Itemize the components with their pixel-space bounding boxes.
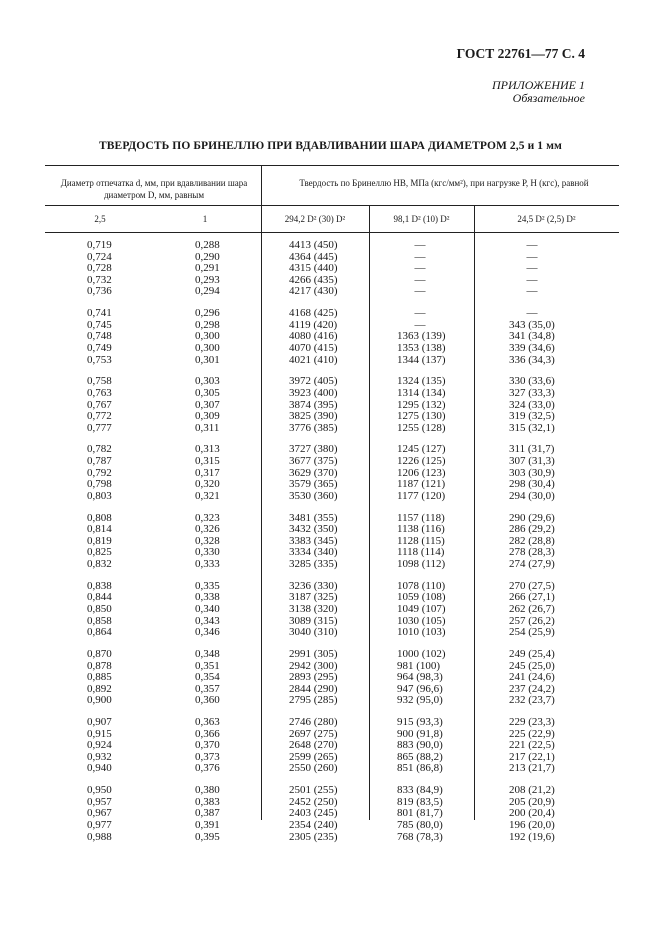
- cell-hb-10: 1353 (138): [397, 341, 446, 354]
- table-row: [45, 343, 619, 355]
- cell-hb-2-5: 237 (24,2): [509, 682, 555, 695]
- cell-d-1: 0,309: [195, 410, 220, 423]
- cell-hb-2-5: —: [526, 307, 538, 320]
- cell-hb-2-5: 278 (28,3): [509, 546, 555, 559]
- cell-hb-10: 1324 (135): [397, 375, 446, 388]
- table-row: [45, 820, 619, 832]
- cell-hb-30: 2501 (255): [289, 784, 338, 797]
- cell-d-1: 0,300: [195, 341, 220, 354]
- cell-hb-10: 1314 (134): [397, 386, 446, 399]
- cell-d-1: 0,387: [195, 807, 220, 820]
- cell-d-2-5: 0,745: [87, 318, 112, 331]
- cell-hb-2-5: 282 (28,8): [509, 534, 555, 547]
- sub-load-2: 98,1 D² (10) D²: [393, 214, 450, 224]
- cell-d-1: 0,317: [195, 466, 220, 479]
- cell-hb-10: 1157 (118): [397, 511, 445, 524]
- cell-d-1: 0,328: [195, 534, 220, 547]
- cell-hb-30: 3972 (405): [289, 375, 338, 388]
- cell-d-2-5: 0,878: [87, 659, 112, 672]
- cell-d-2-5: 0,858: [87, 614, 112, 627]
- cell-hb-30: 3383 (345): [289, 534, 338, 547]
- cell-hb-30: 2354 (240): [289, 819, 338, 832]
- cell-hb-2-5: 274 (27,9): [509, 558, 555, 570]
- cell-hb-30: 3874 (395): [289, 398, 338, 411]
- cell-d-1: 0,380: [195, 784, 220, 797]
- table-row: [45, 627, 619, 639]
- cell-d-2-5: 0,988: [87, 830, 112, 843]
- cell-d-1: 0,291: [195, 262, 220, 275]
- cell-hb-10: 947 (96,6): [397, 682, 443, 695]
- cell-d-1: 0,313: [195, 443, 220, 456]
- cell-d-1: 0,340: [195, 602, 220, 615]
- cell-hb-2-5: 330 (33,6): [509, 375, 555, 388]
- cell-d-1: 0,357: [195, 682, 220, 695]
- cell-hb-2-5: 341 (34,8): [509, 330, 555, 343]
- cell-hb-2-5: —: [526, 285, 538, 298]
- cell-hb-30: 3089 (315): [289, 614, 338, 627]
- cell-d-1: 0,294: [195, 285, 220, 298]
- cell-hb-2-5: 205 (20,9): [509, 795, 555, 808]
- cell-hb-10: 833 (84,9): [397, 784, 443, 797]
- cell-hb-30: 2648 (270): [289, 739, 338, 752]
- table-row: [45, 559, 619, 571]
- cell-hb-30: 4168 (425): [289, 307, 338, 320]
- cell-d-2-5: 0,719: [87, 239, 112, 251]
- table-row: [45, 491, 619, 503]
- cell-hb-10: 964 (98,3): [397, 671, 443, 684]
- cell-hb-2-5: 245 (25,0): [509, 659, 555, 672]
- cell-d-2-5: 0,728: [87, 262, 112, 275]
- cell-d-2-5: 0,885: [87, 671, 112, 684]
- cell-hb-30: 3236 (330): [289, 579, 338, 592]
- table-row: [45, 423, 619, 435]
- row-group: [45, 649, 619, 707]
- row-group: [45, 785, 619, 843]
- cell-d-1: 0,360: [195, 694, 220, 707]
- cell-hb-30: 3776 (385): [289, 421, 338, 434]
- table-row: [45, 832, 619, 844]
- cell-hb-10: 1010 (103): [397, 626, 446, 639]
- cell-d-1: 0,333: [195, 558, 220, 570]
- cell-d-2-5: 0,798: [87, 478, 112, 491]
- cell-hb-10: 1078 (110): [397, 579, 446, 592]
- cell-d-2-5: 0,763: [87, 386, 112, 399]
- cell-hb-10: 1030 (105): [397, 614, 446, 627]
- appendix-label-block: [492, 79, 585, 105]
- row-group: [45, 581, 619, 639]
- cell-d-1: 0,373: [195, 750, 220, 763]
- cell-hb-30: 3629 (370): [289, 466, 338, 479]
- cell-d-2-5: 0,957: [87, 795, 112, 808]
- cell-hb-10: 1049 (107): [397, 602, 446, 615]
- cell-hb-2-5: 336 (34,3): [509, 353, 555, 366]
- table-row: [45, 763, 619, 775]
- cell-d-1: 0,296: [195, 307, 220, 320]
- head-diameter: Диаметр отпечатка d, мм, при вдавливании шара диаметром D, мм, равным: [60, 178, 248, 200]
- cell-hb-10: 819 (83,5): [397, 795, 443, 808]
- cell-hb-30: 2697 (275): [289, 727, 338, 740]
- cell-d-1: 0,315: [195, 455, 220, 468]
- cell-d-2-5: 0,864: [87, 626, 112, 639]
- cell-d-1: 0,335: [195, 579, 220, 592]
- cell-hb-2-5: 192 (19,6): [509, 830, 555, 843]
- cell-d-2-5: 0,808: [87, 511, 112, 524]
- cell-hb-10: 883 (90,0): [397, 739, 443, 752]
- cell-d-1: 0,366: [195, 727, 220, 740]
- cell-hb-2-5: 208 (21,2): [509, 784, 555, 797]
- cell-d-2-5: 0,892: [87, 682, 112, 695]
- cell-d-2-5: 0,767: [87, 398, 112, 411]
- cell-hb-10: 785 (80,0): [397, 819, 443, 832]
- cell-hb-30: 3334 (340): [289, 546, 338, 559]
- cell-d-2-5: 0,792: [87, 466, 112, 479]
- cell-hb-2-5: 270 (27,5): [509, 579, 555, 592]
- cell-hb-30: 3432 (350): [289, 523, 338, 536]
- cell-d-2-5: 0,915: [87, 727, 112, 740]
- cell-hb-2-5: 315 (32,1): [509, 421, 555, 434]
- cell-hb-10: 900 (91,8): [397, 727, 443, 740]
- cell-d-2-5: 0,736: [87, 285, 112, 298]
- cell-d-1: 0,301: [195, 353, 220, 366]
- cell-d-1: 0,330: [195, 546, 220, 559]
- cell-d-1: 0,348: [195, 647, 220, 660]
- cell-d-1: 0,305: [195, 386, 220, 399]
- cell-hb-10: 1344 (137): [397, 353, 446, 366]
- cell-hb-2-5: 229 (23,3): [509, 716, 555, 729]
- cell-hb-30: 2746 (280): [289, 716, 338, 729]
- cell-d-1: 0,311: [195, 421, 220, 434]
- cell-d-2-5: 0,870: [87, 647, 112, 660]
- cell-hb-10: —: [414, 262, 426, 275]
- cell-d-2-5: 0,741: [87, 307, 112, 320]
- cell-hb-2-5: 286 (29,2): [509, 523, 555, 536]
- cell-d-2-5: 0,724: [87, 250, 112, 263]
- cell-hb-2-5: 324 (33,0): [509, 398, 555, 411]
- hardness-table: [45, 165, 619, 843]
- cell-hb-10: 1059 (108): [397, 591, 446, 604]
- cell-hb-10: 1363 (139): [397, 330, 446, 343]
- table-body: [45, 240, 619, 853]
- cell-d-1: 0,363: [195, 716, 220, 729]
- row-group: [45, 444, 619, 502]
- document-header: ГОСТ 22761—77 С. 4: [456, 46, 585, 61]
- cell-hb-30: 3481 (355): [289, 511, 338, 524]
- cell-hb-10: 1000 (102): [397, 647, 446, 660]
- cell-hb-30: 4070 (415): [289, 341, 338, 354]
- cell-d-1: 0,290: [195, 250, 220, 263]
- cell-hb-10: 932 (95,0): [397, 694, 443, 707]
- cell-hb-2-5: 327 (33,3): [509, 386, 555, 399]
- row-group: [45, 376, 619, 434]
- cell-hb-2-5: 232 (23,7): [509, 694, 555, 707]
- cell-d-2-5: 0,777: [87, 421, 112, 434]
- cell-d-1: 0,320: [195, 478, 220, 491]
- cell-d-1: 0,346: [195, 626, 220, 639]
- cell-d-2-5: 0,819: [87, 534, 112, 547]
- sub-d-2-5: 2,5: [94, 214, 106, 224]
- table-row: [45, 308, 619, 320]
- cell-hb-2-5: 303 (30,9): [509, 466, 555, 479]
- cell-d-2-5: 0,924: [87, 739, 112, 752]
- cell-hb-30: 2550 (260): [289, 762, 338, 775]
- cell-hb-10: 1128 (115): [397, 534, 445, 547]
- cell-d-2-5: 0,900: [87, 694, 112, 707]
- cell-hb-2-5: 200 (20,4): [509, 807, 555, 820]
- cell-hb-2-5: 343 (35,0): [509, 318, 555, 331]
- cell-d-2-5: 0,832: [87, 558, 112, 570]
- cell-d-1: 0,376: [195, 762, 220, 775]
- cell-d-2-5: 0,758: [87, 375, 112, 388]
- cell-d-1: 0,351: [195, 659, 220, 672]
- cell-d-1: 0,323: [195, 511, 220, 524]
- row-group: [45, 513, 619, 571]
- cell-hb-30: 4266 (435): [289, 273, 338, 286]
- cell-hb-30: 4021 (410): [289, 353, 338, 366]
- table-row: [45, 456, 619, 468]
- cell-hb-30: 4119 (420): [289, 318, 338, 331]
- cell-hb-30: 4413 (450): [289, 239, 338, 251]
- cell-hb-10: —: [414, 239, 426, 251]
- row-group: [45, 717, 619, 775]
- cell-hb-30: 3530 (360): [289, 489, 338, 502]
- cell-hb-30: 2795 (285): [289, 694, 338, 707]
- cell-hb-30: 3040 (310): [289, 626, 338, 639]
- cell-hb-30: 2991 (305): [289, 647, 338, 660]
- table-row: [45, 240, 619, 252]
- cell-hb-2-5: 290 (29,6): [509, 511, 555, 524]
- cell-hb-10: 981 (100): [397, 659, 441, 672]
- cell-d-1: 0,293: [195, 273, 220, 286]
- cell-hb-30: 3138 (320): [289, 602, 338, 615]
- cell-d-2-5: 0,732: [87, 273, 112, 286]
- cell-d-1: 0,338: [195, 591, 220, 604]
- cell-d-1: 0,343: [195, 614, 220, 627]
- cell-d-2-5: 0,907: [87, 716, 112, 729]
- cell-hb-10: —: [414, 250, 426, 263]
- table-row: [45, 649, 619, 661]
- cell-hb-10: 851 (86,8): [397, 762, 443, 775]
- table-row: [45, 411, 619, 423]
- cell-hb-2-5: 221 (22,5): [509, 739, 555, 752]
- cell-d-2-5: 0,940: [87, 762, 112, 775]
- subheader-rule: [45, 232, 619, 233]
- row-group: [45, 240, 619, 298]
- cell-hb-2-5: 254 (25,9): [509, 626, 555, 639]
- cell-hb-2-5: 266 (27,1): [509, 591, 555, 604]
- cell-hb-10: 1206 (123): [397, 466, 446, 479]
- cell-hb-10: 865 (88,2): [397, 750, 443, 763]
- cell-hb-2-5: 249 (25,4): [509, 647, 555, 660]
- cell-hb-10: —: [414, 318, 426, 331]
- cell-d-2-5: 0,838: [87, 579, 112, 592]
- cell-d-2-5: 0,782: [87, 443, 112, 456]
- cell-hb-30: 4080 (416): [289, 330, 338, 343]
- cell-hb-30: 4315 (440): [289, 262, 338, 275]
- cell-hb-30: 2599 (265): [289, 750, 338, 763]
- cell-d-1: 0,354: [195, 671, 220, 684]
- cell-hb-30: 3579 (365): [289, 478, 338, 491]
- cell-d-2-5: 0,787: [87, 455, 112, 468]
- cell-hb-2-5: 225 (22,9): [509, 727, 555, 740]
- cell-d-1: 0,326: [195, 523, 220, 536]
- sub-load-3: 24,5 D² (2,5) D²: [517, 214, 576, 224]
- cell-hb-10: 1245 (127): [397, 443, 446, 456]
- table-row: [45, 672, 619, 684]
- cell-hb-10: 1138 (116): [397, 523, 445, 536]
- cell-hb-2-5: 196 (20,0): [509, 819, 555, 832]
- cell-d-1: 0,391: [195, 819, 220, 832]
- cell-hb-10: —: [414, 307, 426, 320]
- cell-hb-10: 801 (81,7): [397, 807, 443, 820]
- sub-d-1: 1: [202, 214, 208, 224]
- cell-hb-2-5: 257 (26,2): [509, 614, 555, 627]
- header-rule: [45, 205, 619, 206]
- cell-d-1: 0,288: [195, 239, 220, 251]
- cell-d-1: 0,303: [195, 375, 220, 388]
- table-top-rule: [45, 165, 619, 166]
- cell-hb-30: 2844 (290): [289, 682, 338, 695]
- cell-hb-2-5: 294 (30,0): [509, 489, 555, 502]
- cell-d-1: 0,370: [195, 739, 220, 752]
- cell-hb-10: 1275 (130): [397, 410, 446, 423]
- cell-hb-2-5: 319 (32,5): [509, 410, 555, 423]
- cell-hb-30: 4217 (430): [289, 285, 338, 298]
- cell-hb-30: 2893 (295): [289, 671, 338, 684]
- cell-d-1: 0,383: [195, 795, 220, 808]
- table-row: [45, 355, 619, 367]
- cell-hb-2-5: —: [526, 273, 538, 286]
- cell-d-1: 0,395: [195, 830, 220, 843]
- cell-d-2-5: 0,803: [87, 489, 112, 502]
- table-row: [45, 388, 619, 400]
- cell-hb-30: 3285 (335): [289, 558, 338, 570]
- cell-hb-10: 1187 (121): [397, 478, 446, 491]
- cell-hb-2-5: 339 (34,6): [509, 341, 555, 354]
- appendix-label: ПРИЛОЖЕНИЕ 1: [492, 78, 585, 92]
- cell-d-2-5: 0,825: [87, 546, 112, 559]
- cell-hb-10: 1098 (112): [397, 558, 446, 570]
- cell-hb-30: 3825 (390): [289, 410, 338, 423]
- cell-hb-10: —: [414, 273, 426, 286]
- cell-hb-10: 1177 (120): [397, 489, 446, 502]
- cell-hb-30: 2452 (250): [289, 795, 338, 808]
- cell-hb-10: 1255 (128): [397, 421, 446, 434]
- cell-hb-30: 3187 (325): [289, 591, 338, 604]
- cell-hb-10: 1295 (132): [397, 398, 446, 411]
- cell-d-1: 0,307: [195, 398, 220, 411]
- cell-d-1: 0,321: [195, 489, 220, 502]
- cell-hb-30: 4364 (445): [289, 250, 338, 263]
- cell-hb-30: 3923 (400): [289, 386, 338, 399]
- table-row: [45, 604, 619, 616]
- cell-hb-10: 1226 (125): [397, 455, 446, 468]
- row-group: [45, 308, 619, 366]
- cell-hb-10: 915 (93,3): [397, 716, 443, 729]
- cell-hb-2-5: 241 (24,6): [509, 671, 555, 684]
- cell-hb-30: 2403 (245): [289, 807, 338, 820]
- table-row: [45, 286, 619, 298]
- cell-d-2-5: 0,748: [87, 330, 112, 343]
- cell-hb-30: 2305 (235): [289, 830, 338, 843]
- cell-hb-2-5: —: [526, 239, 538, 251]
- cell-d-1: 0,300: [195, 330, 220, 343]
- cell-hb-30: 2942 (300): [289, 659, 338, 672]
- cell-d-2-5: 0,749: [87, 341, 112, 354]
- head-hardness: Твердость по Бринеллю НВ, МПа (кгс/мм²), при нагрузке Р, Н (кгс), равной: [299, 178, 589, 188]
- cell-d-2-5: 0,932: [87, 750, 112, 763]
- cell-d-2-5: 0,950: [87, 784, 112, 797]
- cell-hb-2-5: —: [526, 262, 538, 275]
- cell-hb-2-5: 217 (22,1): [509, 750, 555, 763]
- sub-load-1: 294,2 D² (30) D²: [284, 214, 346, 224]
- appendix-status: Обязательное: [512, 91, 585, 105]
- cell-d-2-5: 0,844: [87, 591, 112, 604]
- cell-hb-10: 768 (78,3): [397, 830, 443, 843]
- cell-hb-2-5: 262 (26,7): [509, 602, 555, 615]
- cell-hb-2-5: 298 (30,4): [509, 478, 555, 491]
- cell-d-2-5: 0,772: [87, 410, 112, 423]
- cell-hb-30: 3727 (380): [289, 443, 338, 456]
- cell-hb-2-5: —: [526, 250, 538, 263]
- table-title: ТВЕРДОСТЬ ПО БРИНЕЛЛЮ ПРИ ВДАВЛИВАНИИ ШАРА ДИАМЕТРОМ 2,5 и 1 мм: [99, 140, 562, 152]
- cell-d-1: 0,298: [195, 318, 220, 331]
- cell-hb-10: —: [414, 285, 426, 298]
- cell-hb-2-5: 307 (31,3): [509, 455, 555, 468]
- cell-d-2-5: 0,967: [87, 807, 112, 820]
- cell-hb-2-5: 311 (31,7): [509, 443, 555, 456]
- cell-hb-30: 3677 (375): [289, 455, 338, 468]
- cell-d-2-5: 0,753: [87, 353, 112, 366]
- cell-d-2-5: 0,850: [87, 602, 112, 615]
- table-row: [45, 717, 619, 729]
- cell-d-2-5: 0,814: [87, 523, 112, 536]
- cell-hb-10: 1118 (114): [397, 546, 445, 559]
- cell-d-2-5: 0,977: [87, 819, 112, 832]
- cell-hb-2-5: 213 (21,7): [509, 762, 555, 775]
- table-row: [45, 695, 619, 707]
